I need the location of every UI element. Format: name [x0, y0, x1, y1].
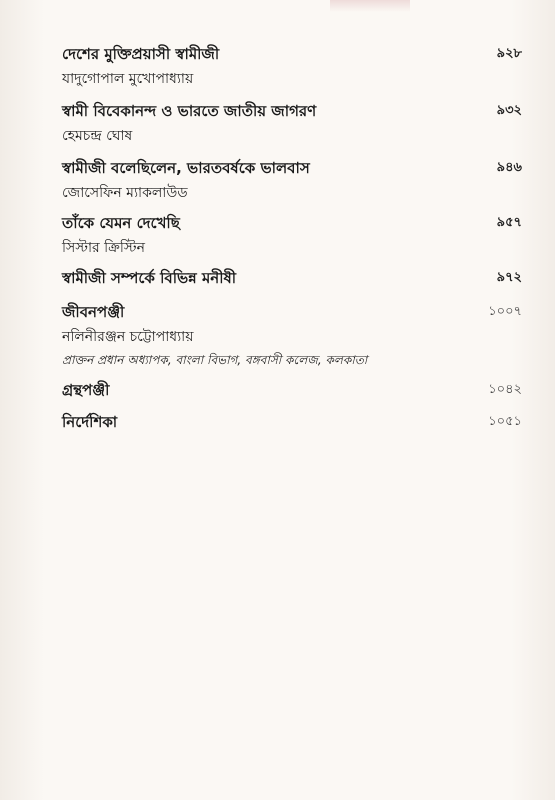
toc-entry-note: প্রাক্তন প্রধান অধ্যাপক, বাংলা বিভাগ, বঙ্গবাসী কলেজ, কলকাতা: [62, 353, 368, 367]
toc-entry: [62, 101, 522, 146]
toc-entry-page: ৯৭২: [496, 270, 522, 285]
page-shadow: [330, 0, 410, 12]
toc-entry-author: জোসেফিন ম্যাকলাউড: [62, 185, 188, 201]
toc-entry: [62, 412, 522, 432]
toc-entry: [62, 213, 522, 258]
toc-entry-title: জীবনপঞ্জী: [62, 303, 125, 321]
toc-entry-page: ১০৫১: [488, 414, 522, 429]
toc-entry-page: ৯৫৭: [496, 215, 522, 230]
toc-entry-author: নলিনীরঞ্জন চট্টোপাধ্যায়: [62, 329, 194, 345]
toc-entry-author: যাদুগোপাল মুখোপাধ্যায়: [62, 71, 194, 87]
toc-entry-page: ৯৪৬: [496, 160, 522, 175]
toc-entry: [62, 44, 522, 89]
toc-entry-author: হেমচন্দ্র ঘোষ: [62, 128, 133, 144]
toc-entry-page: ১০০৭: [488, 304, 522, 319]
toc-entry-title: স্বামীজী সম্পর্কে বিভিন্ন মনীষী: [62, 269, 237, 287]
toc-entry: [62, 268, 522, 288]
toc-entry: [62, 380, 522, 400]
toc-entry-page: ৯৩২: [496, 103, 522, 118]
toc-entry-title: স্বামী বিবেকানন্দ ও ভারতে জাতীয় জাগরণ: [62, 102, 317, 120]
toc-entry-title: তাঁকে যেমন দেখেছি: [62, 214, 180, 232]
toc-entry-title: নির্দেশিকা: [62, 413, 118, 431]
toc-entry-page: ৯২৮: [496, 46, 522, 61]
toc-entry: [62, 158, 522, 203]
toc-entry-author: সিস্টার ক্রিস্টিন: [62, 240, 145, 256]
toc-entry-title: স্বামীজী বলেছিলেন, ভারতবর্ষকে ভালবাস: [62, 159, 310, 177]
toc-entry-page: ১০৪২: [488, 382, 522, 397]
toc-entry: [62, 302, 522, 369]
toc-entry-title: দেশের মুক্তিপ্রয়াসী স্বামীজী: [62, 45, 220, 63]
toc-entry-title: গ্রন্থপঞ্জী: [62, 381, 110, 399]
